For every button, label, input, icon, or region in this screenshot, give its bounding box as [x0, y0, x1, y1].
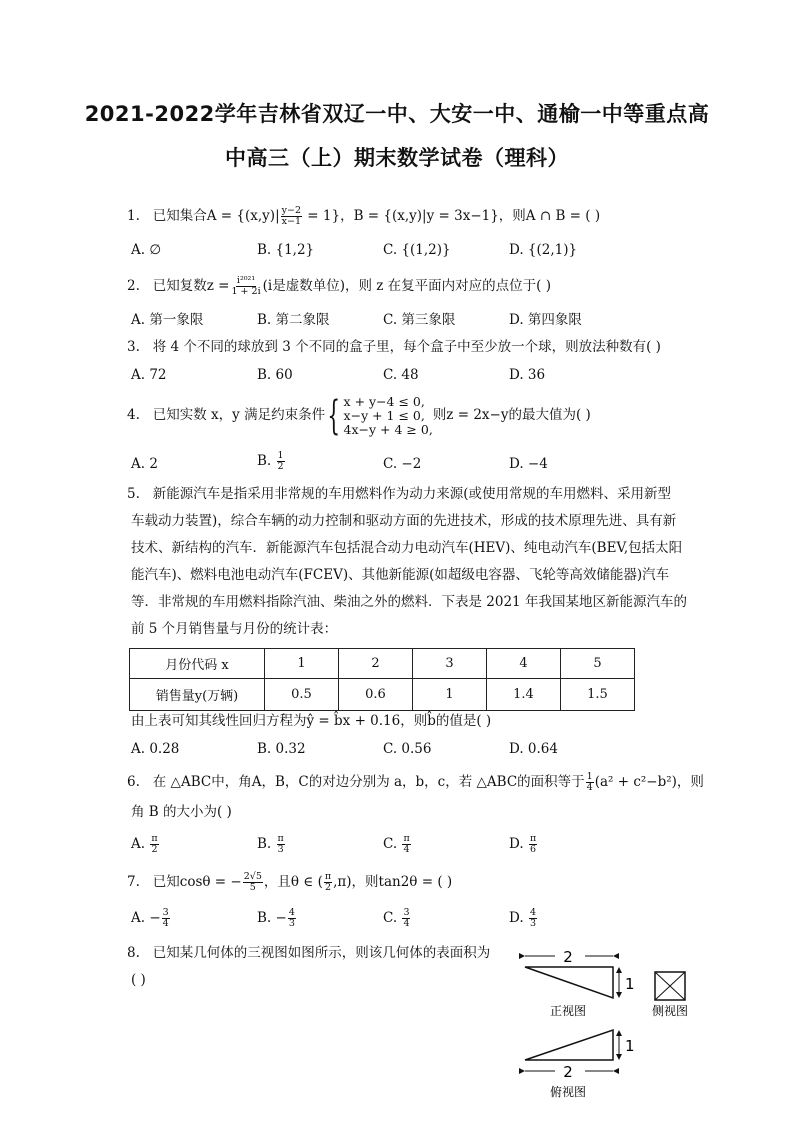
question-number: 2. [127, 278, 140, 294]
option-c[interactable]: C. 48 [383, 367, 419, 383]
fraction: $\frac{1}{4}$ [586, 771, 593, 793]
option-d[interactable]: D. 36 [509, 367, 546, 383]
table-cell: 1.5 [561, 679, 635, 711]
option-c[interactable]: C. 0.56 [383, 741, 432, 757]
option-b[interactable]: B. 0.32 [257, 741, 306, 757]
question-number: 1. [127, 208, 140, 224]
question-6 [127, 772, 704, 793]
table-cell: 2 [339, 649, 413, 679]
question-text: 已知集合A = {(x,y)| [152, 208, 280, 224]
option-b[interactable]: B. {1,2} [257, 242, 315, 258]
sales-table [129, 648, 635, 711]
question-text: 将 4 个不同的球放到 3 个不同的盒子里，每个盒子中至少放一个球，则放法种数有( ) [152, 339, 661, 355]
table-cell: 0.5 [265, 679, 339, 711]
three-view-figure [515, 950, 715, 1105]
question-3 [127, 338, 661, 356]
option-c[interactable]: C. {(1,2)} [383, 242, 451, 258]
question-number: 6. [127, 774, 140, 790]
table-header-cell: 销售量y(万辆) [130, 679, 265, 711]
question-text: = 1}，B = {(x,y)|y = 3x−1}，则A ∩ B = ( ) [303, 208, 601, 224]
question-1 [127, 206, 600, 227]
option-b[interactable]: B. − $\frac{4}{3}$ [257, 907, 295, 929]
question-4 [127, 393, 591, 437]
question-2 [127, 276, 551, 297]
table-header-cell: 月份代码 x [130, 649, 265, 679]
question-7 [127, 872, 452, 893]
constraint-row: x + y−4 ≤ 0, [343, 393, 425, 409]
option-a[interactable]: A. 0.28 [131, 741, 180, 757]
question-5 [127, 485, 671, 503]
top-triangle [525, 1030, 613, 1060]
question-text: 已知cosθ = − [152, 874, 242, 890]
question-text: 技术、新结构的汽车．新能源汽车包括混合动力电动汽车(HEV)、纯电动汽车(BEV,包括太阳 [131, 540, 683, 556]
front-width-label: 2 [563, 950, 573, 966]
question-text: ,π)，则tan2θ = ( ) [333, 874, 453, 890]
option-d[interactable]: D. −4 [509, 456, 548, 472]
table-cell: 0.6 [339, 679, 413, 711]
top-height-label: 1 [625, 1037, 635, 1055]
question-number: 8. [127, 945, 140, 961]
question-text: (a² + c²−b²)，则 [594, 774, 704, 790]
question-number: 3. [127, 339, 140, 355]
front-view-label: 正视图 [549, 1004, 587, 1018]
option-b[interactable]: B. $\frac{1}{2}$ [257, 450, 284, 472]
constraint-row: 4x−y + 4 ≥ 0, [343, 421, 433, 437]
question-text: ( ) [131, 972, 146, 988]
table-row [130, 649, 635, 679]
brace-icon: { [327, 392, 341, 439]
top-view-label: 俯视图 [549, 1085, 587, 1099]
question-text: 角 B 的大小为( ) [131, 804, 232, 820]
question-8 [127, 944, 490, 962]
table-cell: 1.4 [487, 679, 561, 711]
option-a[interactable]: A. ∅ [131, 242, 162, 258]
option-d[interactable]: D. $\frac{4}{3}$ [509, 907, 536, 929]
question-number: 5. [127, 486, 140, 502]
table-cell: 3 [413, 649, 487, 679]
option-d[interactable]: D. {(2,1)} [509, 242, 578, 258]
fraction: $\frac{\text{i²⁰²¹}}{1 + 2i}$ [231, 275, 261, 297]
option-b[interactable]: B. 60 [257, 367, 293, 383]
question-text: 能汽车)、燃料电池电动汽车(FCEV)、其他新能源(如超级电容器、飞轮等高效储能器)汽车 [131, 567, 670, 583]
option-a[interactable]: A. 72 [131, 367, 167, 383]
option-a[interactable]: A. 2 [131, 456, 158, 472]
fraction: $\frac{y-2}{x-1}$ [281, 205, 301, 227]
front-height-label: 1 [625, 975, 635, 993]
option-c[interactable]: C. $\frac{3}{4}$ [383, 907, 410, 929]
question-text: 在 △ABC中，角A，B，C的对边分别为 a，b，c，若 △ABC的面积等于 [152, 774, 585, 790]
option-c[interactable]: C. −2 [383, 456, 422, 472]
question-text: 已知某几何体的三视图如图所示，则该几何体的表面积为 [152, 945, 491, 961]
option-d[interactable]: D. 第四象限 [509, 312, 582, 328]
question-text: ，且θ ∈ ( [263, 874, 323, 890]
question-text: 新能源汽车是指采用非常规的车用燃料作为动力来源(或使用常规的车用燃料、采用新型 [152, 486, 672, 502]
front-view [519, 950, 635, 1018]
question-number: 7. [127, 874, 140, 890]
option-a[interactable]: A. − $\frac{3}{4}$ [131, 907, 169, 929]
question-text: 前 5 个月销售量与月份的统计表： [131, 621, 338, 637]
table-row [130, 679, 635, 711]
question-text: 已知实数 x，y 满足约束条件 [152, 407, 326, 423]
table-cell: 4 [487, 649, 561, 679]
option-b[interactable]: B. $\frac{\pi}{3}$ [257, 833, 284, 855]
table-cell: 1 [265, 649, 339, 679]
option-d[interactable]: D. $\frac{\pi}{6}$ [509, 833, 537, 855]
question-number: 4. [127, 407, 140, 423]
question-text: 车载动力装置)，综合车辆的动力控制和驱动方面的先进技术，形成的技术原理先进、具有新 [131, 513, 677, 529]
option-c[interactable]: C. 第三象限 [383, 312, 456, 328]
table-cell: 1 [413, 679, 487, 711]
option-b[interactable]: B. 第二象限 [257, 312, 330, 328]
question-text: 由上表可知其线性回归方程为ŷ = b̂x + 0.16，则b̂的值是( ) [131, 713, 492, 729]
top-width-label: 2 [563, 1063, 573, 1081]
question-text: 等．非常规的车用燃料指除汽油、柴油之外的燃料．下表是 2021 年我国某地区新能源汽车的 [131, 594, 687, 610]
option-a[interactable]: A. $\frac{\pi}{2}$ [131, 833, 158, 855]
side-view [652, 972, 688, 1018]
question-text: (i是虚数单位)，则 z 在复平面内对应的点位于( ) [262, 278, 551, 294]
question-text: 已知复数z = [152, 278, 230, 294]
top-view [519, 1030, 635, 1099]
constraint-row: x−y + 1 ≤ 0, [343, 407, 425, 423]
fraction: $\frac{2√5}{5}$ [243, 871, 262, 893]
option-a[interactable]: A. 第一象限 [131, 312, 204, 328]
option-d[interactable]: D. 0.64 [509, 741, 558, 757]
title-line-1: 2021-2022学年吉林省双辽一中、大安一中、通榆一中等重点高 [84, 102, 710, 126]
side-view-label: 侧视图 [651, 1004, 689, 1018]
front-triangle [525, 967, 613, 998]
question-text: 则z = 2x−y的最大值为( ) [432, 407, 591, 423]
table-cell: 5 [561, 649, 635, 679]
constraint-system [325, 392, 433, 439]
title-line-2: 中高三（上）期末数学试卷（理科） [225, 146, 569, 170]
fraction: $\frac{\pi}{2}$ [324, 871, 332, 893]
option-c[interactable]: C. $\frac{\pi}{4}$ [383, 833, 410, 855]
